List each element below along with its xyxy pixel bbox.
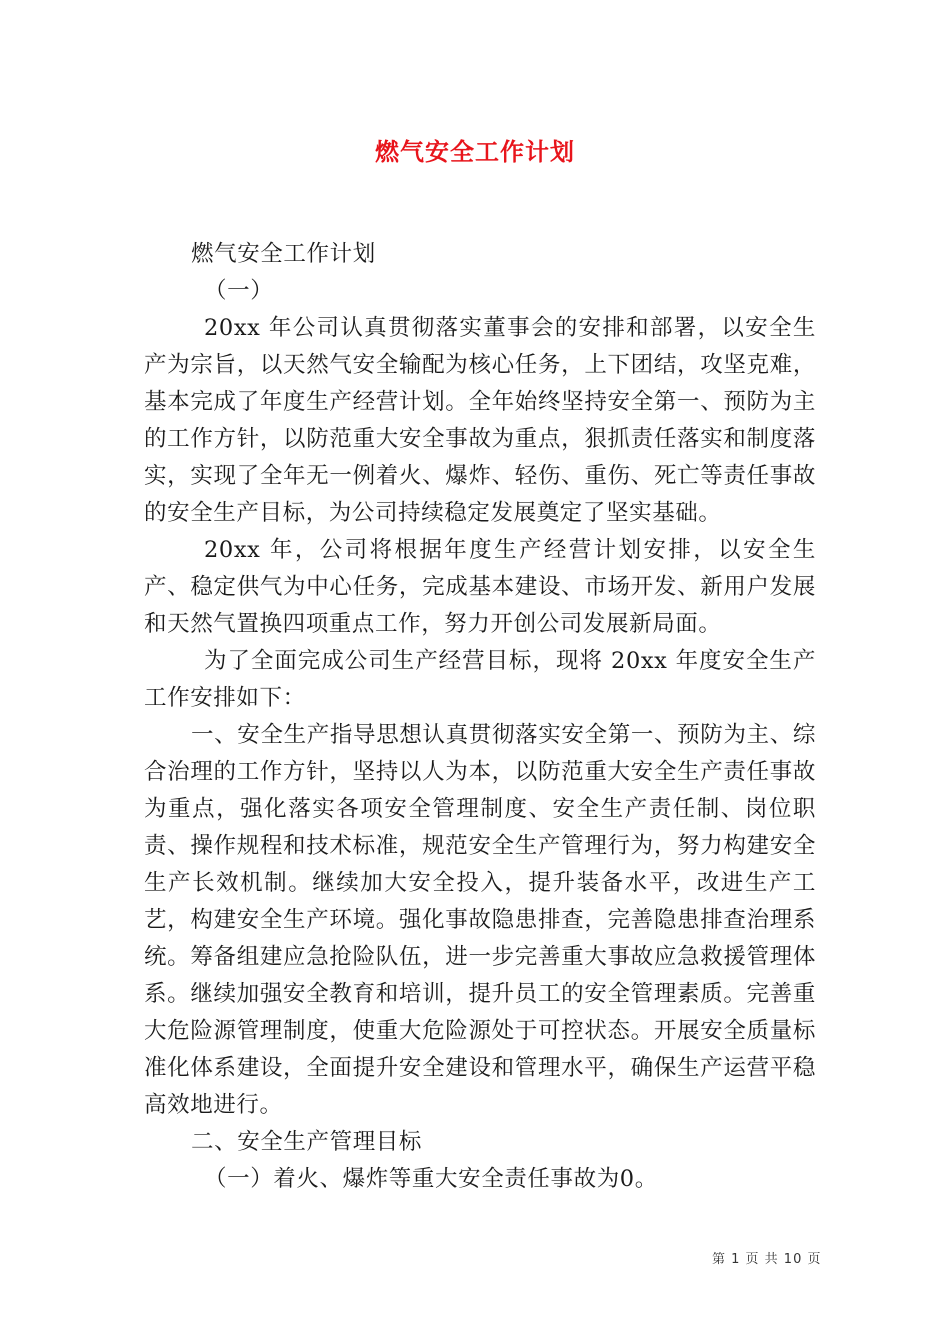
document-title: 燃气安全工作计划	[375, 138, 575, 166]
guiding-thought-paragraph: 一、安全生产指导思想认真贯彻落实安全第一、预防为主、综合治理的工作方针，坚持以人为本，以防范重大安全生产责任事故为重点，强化落实各项安全管理制度、安全生产责任制、岗位职责、操作规程和技术标准，规范安全生产管理行为，努力构建安全生产长效机制。继续加大安全投入，提升装备水平，改进生产工艺，构建安全生产环境。强化事故隐患排查，完善隐患排查治理系统。筹备组建应急抢险队伍，进一步完善重大事故应急救援管理体系。继续加强安全教育和培训，提升员工的安全管理素质。完善重大危险源管理制度，使重大危险源处于可控状态。开展安全质量标准化体系建设，全面提升安全建设和管理水平，确保生产运营平稳高效地进行。	[144, 722, 816, 1118]
management-goals-heading: 二、安全生产管理目标	[191, 1129, 423, 1155]
arrangement-paragraph: 为了全面完成公司生产经营目标，现将 20xx 年度安全生产工作安排如下：	[144, 648, 816, 711]
plan-paragraph: 20xx 年，公司将根据年度生产经营计划安排，以安全生产、稳定供气为中心任务，完成基本建设、市场开发、新用户发展和天然气置换四项重点工作，努力开创公司发展新局面。	[144, 537, 816, 637]
page-number-footer: 第 1 页 共 10 页	[712, 1252, 822, 1267]
document-body	[144, 236, 816, 1198]
intro-paragraph: 20xx 年公司认真贯彻落实董事会的安排和部署，以安全生产为宗旨，以天然气安全输配为核心任务，上下团结，攻坚克难，基本完成了年度生产经营计划。全年始终坚持安全第一、预防为主的工作方针，以防范重大安全事故为重点，狠抓责任落实和制度落实，实现了全年无一例着火、爆炸、轻伤、重伤、死亡等责任事故的安全生产目标，为公司持续稳定发展奠定了坚实基础。	[144, 315, 816, 526]
section-number-paragraph: （一）	[204, 278, 274, 304]
subtitle-paragraph: 燃气安全工作计划	[191, 241, 376, 267]
goal-item-paragraph: （一）着火、爆炸等重大安全责任事故为0。	[204, 1166, 658, 1192]
